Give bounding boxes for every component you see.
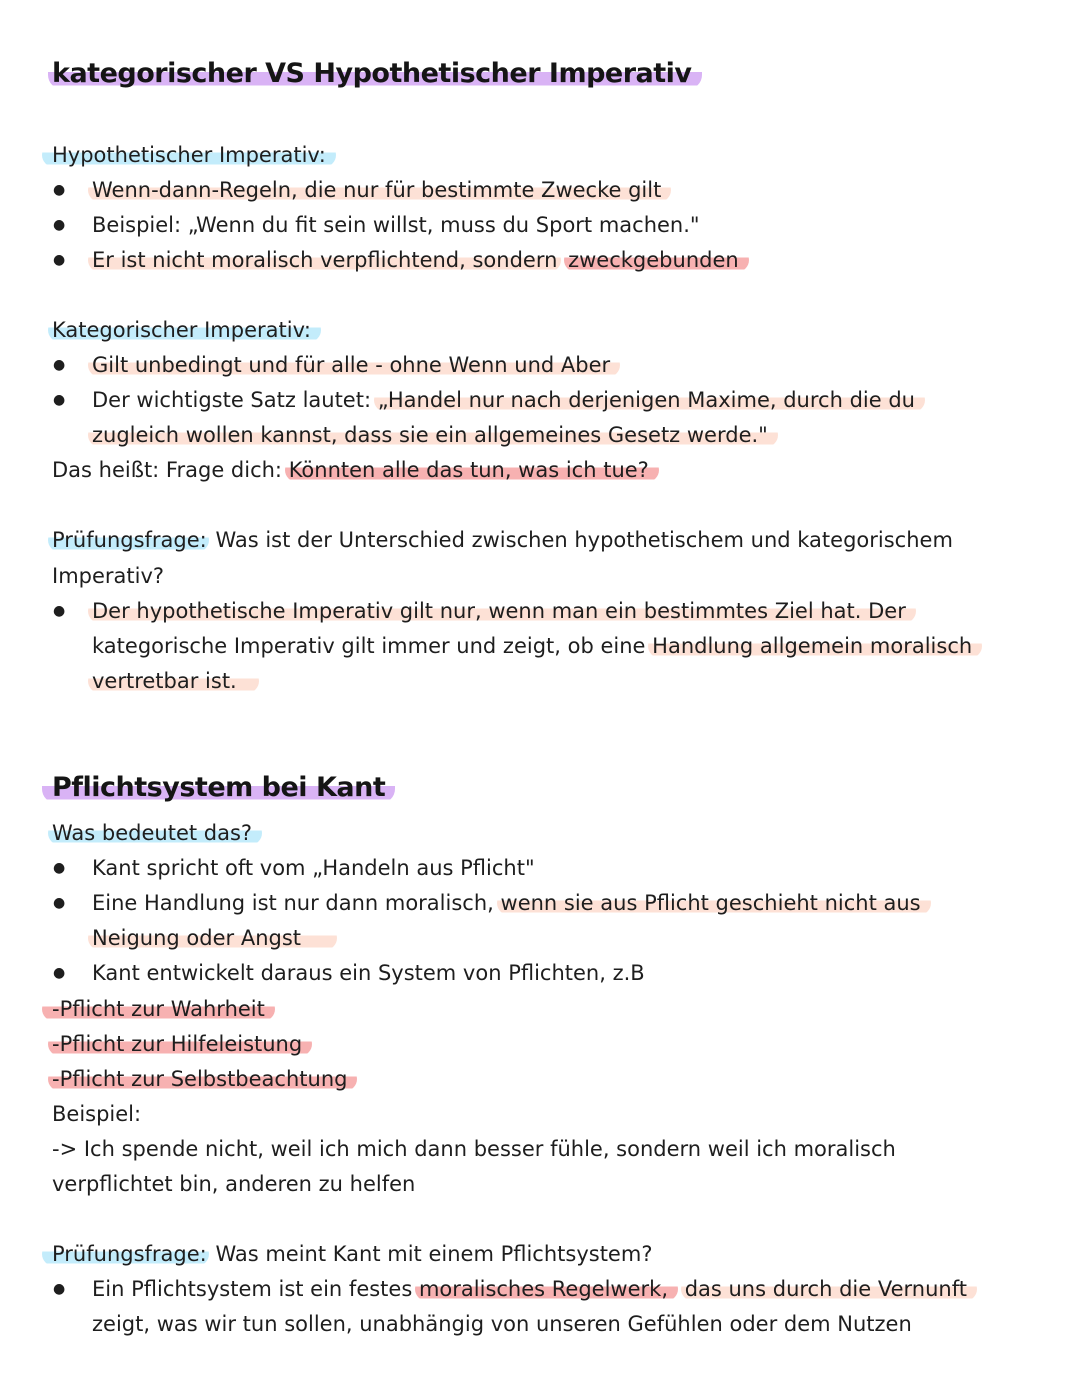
hyp-bullet-1: ● Wenn-dann-Regeln, die nur für bestimmte Zwecke gilt (92, 175, 671, 205)
kat-bullet-2: ● Der wichtigste Satz lautet: „Handel nur nach derjenigen Maxime, durch die du (92, 385, 925, 415)
hyp-bullet-3: ● Er ist nicht moralisch verpflichtend, sondern zweckgebunden (92, 245, 749, 275)
meaning-bullet-2-cont: Neigung oder Angst (92, 923, 337, 953)
exam1-question-cont: Imperativ? (52, 564, 165, 588)
meaning-bullet-1: ● Kant spricht oft vom „Handeln aus Pflicht" (92, 853, 535, 883)
exam2-question: Prüfungsfrage: Was meint Kant mit einem Pflichtsystem? (52, 1239, 652, 1269)
section1-title: kategorischer VS Hypothetischer Imperativ (52, 58, 702, 89)
hyp-bullet-2: ● Beispiel: „Wenn du fit sein willst, muss du Sport machen." (92, 210, 700, 240)
duty-self: -Pflicht zur Selbstbeachtung (52, 1064, 357, 1094)
duty-help: -Pflicht zur Hilfeleistung (52, 1029, 312, 1059)
kat-note: Das heißt: Frage dich: Könnten alle das tun, was ich tue? (52, 455, 659, 485)
section2-title: Pflichtsystem bei Kant (52, 772, 395, 803)
example-line-2: verpflichtet bin, anderen zu helfen (52, 1172, 416, 1196)
meaning-bullet-2: ● Eine Handlung ist nur dann moralisch, wenn sie aus Pflicht geschieht nicht aus (92, 888, 931, 918)
meaning-heading: Was bedeutet das? (52, 818, 262, 848)
kat-bullet-1: ● Gilt unbedingt und für alle - ohne Wenn und Aber (92, 350, 620, 380)
exam2-answer: ● Ein Pflichtsystem ist ein festes moralisches Regelwerk, das uns durch die Vernunft (92, 1274, 977, 1304)
example-line-1: -> Ich spende nicht, weil ich mich dann besser fühle, sondern weil ich moralisch (52, 1137, 896, 1161)
duty-truth: -Pflicht zur Wahrheit (52, 994, 275, 1024)
exam1-answer-cont-1: kategorische Imperativ gilt immer und zeigt, ob eine Handlung allgemein moralisch (92, 631, 982, 661)
exam1-question: Prüfungsfrage: Was ist der Unterschied zwischen hypothetischem und kategorischem (52, 525, 953, 555)
example-label: Beispiel: (52, 1102, 142, 1126)
hyp-heading: Hypothetischer Imperativ: (52, 140, 336, 170)
exam1-answer: ● Der hypothetische Imperativ gilt nur, wenn man ein bestimmtes Ziel hat. Der (92, 596, 916, 626)
kat-bullet-2-cont: zugleich wollen kannst, dass sie ein allgemeines Gesetz werde." (92, 420, 778, 450)
exam2-answer-cont: zeigt, was wir tun sollen, unabhängig von unseren Gefühlen oder dem Nutzen (92, 1312, 912, 1336)
meaning-bullet-3: ● Kant entwickelt daraus ein System von Pflichten, z.B (92, 958, 645, 988)
exam1-answer-cont-2: vertretbar ist. (92, 666, 259, 696)
kat-heading: Kategorischer Imperativ: (52, 315, 321, 345)
